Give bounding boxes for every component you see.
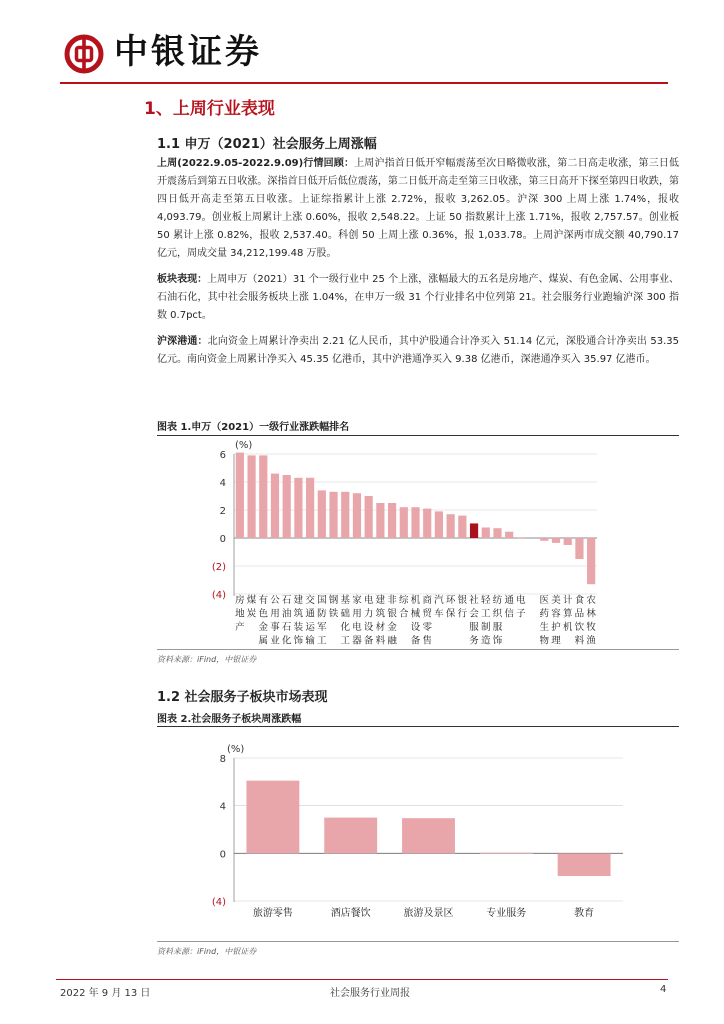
x-tick-label-char: 品: [574, 608, 585, 620]
x-tick-label-char: 务: [469, 635, 479, 647]
y-tick-label: 4: [219, 801, 226, 813]
x-tick-label-char: 房: [235, 595, 245, 606]
x-tick-label-char: 保: [445, 608, 456, 620]
x-tick-label-char: 有: [258, 595, 269, 606]
x-tick-label-char: 通: [504, 595, 514, 606]
paragraph-body: 上周沪指首日低开窄幅震荡至次日略微收涨，第二日高走收涨，第三日低开震荡后到第五日收涨。深指首日低开后低位震荡，第二日低开高走至第三日收涨，第三日高开下探至第四日收跌，第四日低开高走至第五日收涨。上证综指累计上涨 2.72%，报收 3,262.05。沪深 300 上周上涨 1.74%，报收 4,093.79。创业板上周累计上涨 0.60%，报收 2,548.22。上证 50 指数累计上涨 1.71%，报收 2,757.57。创业板 50 累计上涨 0.82%，报收 2,537.40。科创 50 上周上涨 0.36%，报 1,033.78。上周沪深两市成交额 40,790.17 亿元，周成交量 34,212,199.48 万股。: [157, 158, 679, 259]
y-tick-label: (2): [211, 562, 226, 573]
footer-date: 2022 年 9 月 13 日: [60, 988, 151, 999]
x-tick-label-char: 容: [551, 608, 561, 620]
paragraph-lead: 板块表现：: [157, 274, 208, 285]
x-tick-label-char: 贸: [422, 608, 432, 620]
x-tick-label-char: 电: [363, 595, 374, 606]
x-tick-label-char: 机: [410, 595, 421, 606]
x-tick-label-char: 交: [305, 595, 315, 606]
x-tick-label-char: 公: [270, 595, 280, 606]
bar-食品饮料: [575, 538, 583, 559]
x-tick-label-char: 化: [281, 635, 292, 647]
footer-rule: [56, 979, 668, 980]
x-tick-label-char: 银: [457, 595, 468, 606]
x-tick-label-char: 售: [422, 635, 432, 647]
y-tick-label: (4): [211, 590, 226, 601]
x-tick-label-char: 金: [258, 622, 269, 633]
bar-计算机: [564, 538, 572, 545]
x-tick-label-char: 护: [551, 622, 561, 633]
x-tick-label-char: 汽: [434, 595, 444, 606]
x-tick-label-char: 业: [270, 635, 280, 647]
x-tick-label-char: 医: [539, 595, 550, 606]
bar-电力设备: [365, 496, 373, 538]
bar-石油石化: [283, 475, 291, 538]
x-tick-label-char: 饮: [574, 622, 585, 633]
y-tick-label: 4: [219, 478, 226, 489]
y-tick-label: 0: [219, 534, 226, 545]
x-tick-label-char: 油: [281, 608, 292, 620]
brand-name: 中银证券: [114, 32, 262, 72]
bar-社会服务: [470, 523, 478, 538]
x-tick-label-char: 事: [270, 622, 280, 633]
x-tick-label-char: 料: [574, 635, 585, 647]
x-tick-label-char: 纺: [492, 595, 503, 606]
bar-银行: [458, 516, 466, 538]
x-tick-label-char: 电: [516, 595, 526, 606]
paragraph-market-review: [157, 155, 679, 263]
x-tick-label-char: 工: [481, 608, 491, 620]
y-tick-label: 6: [219, 450, 226, 461]
bar-纺织服饰: [493, 528, 501, 538]
x-tick-label-char: 化: [340, 622, 350, 633]
y-tick-label: (4): [211, 897, 226, 908]
x-tick-label: 教育: [574, 908, 595, 919]
header-rule: [60, 82, 668, 84]
chart-subsector-returns: [157, 727, 679, 935]
x-tick-label-char: 合: [399, 608, 409, 620]
subsection-title-1: 1.1 申万（2021）社会服务上周涨幅: [157, 137, 377, 152]
x-tick-label-char: 用: [270, 608, 280, 620]
x-tick-label-char: 林: [586, 608, 596, 620]
bar-医药生物: [540, 538, 548, 541]
bar-教育: [558, 853, 611, 876]
figure-1-title: 图表 1.申万（2021）一级行业涨跌幅排名: [157, 422, 350, 433]
bar-有色金属: [259, 455, 267, 538]
paragraph-lead: 沪深港通：: [157, 336, 208, 347]
bar-综合: [400, 507, 408, 538]
bar-钢铁: [329, 492, 337, 538]
x-tick-label-char: 会: [469, 608, 479, 620]
x-tick-label: 旅游及景区: [403, 908, 454, 919]
x-tick-label-char: 设: [363, 622, 374, 633]
x-tick-label-char: 钢: [328, 595, 339, 606]
x-tick-label-char: 炭: [246, 608, 257, 620]
x-tick-label-char: 牧: [586, 622, 596, 633]
x-tick-label-char: 备: [410, 635, 421, 647]
x-tick-label-char: 机: [562, 622, 573, 633]
figure-2-source: 资料来源：iFind，中银证券: [157, 947, 257, 956]
bar-轻工制造: [482, 528, 490, 539]
x-tick-label-char: 运: [305, 622, 315, 633]
bar-家用电器: [353, 493, 361, 538]
x-tick-label-char: 零: [422, 622, 432, 633]
bar-交通运输: [306, 478, 314, 538]
x-tick-label-char: 础: [340, 608, 350, 620]
x-tick-label-char: 美: [551, 595, 561, 606]
x-tick-label-char: 石: [281, 622, 292, 633]
chart-industry-ranking: [157, 436, 679, 648]
x-tick-label-char: 地: [235, 608, 245, 620]
bar-基础化工: [341, 492, 349, 538]
x-tick-label-char: 工: [340, 635, 350, 647]
x-tick-label-char: 制: [481, 622, 491, 633]
x-tick-label-char: 物: [539, 635, 550, 647]
x-tick-label-char: 铁: [328, 608, 339, 620]
x-tick-label-char: 设: [410, 622, 421, 633]
bar-公用事业: [271, 474, 279, 538]
x-tick-label-char: 社: [469, 595, 479, 606]
x-tick-label-char: 非: [387, 595, 397, 606]
y-axis-unit-label: (%): [235, 440, 253, 451]
bar-汽车: [435, 511, 443, 538]
section-title: 1、上周行业表现: [144, 99, 275, 119]
x-tick-label-char: 计: [562, 595, 573, 606]
x-tick-label-char: 输: [305, 635, 315, 647]
x-tick-label-char: 产: [235, 622, 245, 633]
paragraph-lead: 上周(2022.9.05-2022.9.09)行情回顾：: [157, 158, 355, 169]
x-tick-label-char: 国: [317, 595, 327, 606]
x-tick-label-char: 信: [504, 608, 514, 620]
x-tick-label-char: 通: [305, 608, 315, 620]
x-tick-label-char: 子: [516, 608, 526, 620]
x-tick-label-char: 服: [492, 622, 503, 633]
x-tick-label-char: 筑: [293, 608, 304, 620]
x-tick-label-char: 建: [293, 595, 304, 606]
paragraph-body: 北向资金上周累计净卖出 2.21 亿人民币，其中沪股通合计净买入 51.14 亿元，深股通合计净卖出 53.35 亿元。南向资金上周累计净买入 45.35 亿港币，其中沪港通净买入 9.38 亿港币，深港通净买入 35.97 亿港币。: [157, 336, 679, 365]
x-tick-label-char: 装: [293, 622, 304, 633]
figure-1-bottom-rule: [157, 649, 679, 650]
x-tick-label-char: 石: [281, 595, 292, 606]
x-tick-label-char: 生: [539, 622, 550, 633]
x-tick-label: 酒店餐饮: [330, 908, 371, 919]
x-tick-label-char: 电: [352, 622, 362, 633]
x-tick-label-char: 煤: [246, 595, 257, 606]
bar-机械设备: [411, 507, 419, 538]
bar-旅游及景区: [402, 818, 455, 853]
figure-2-title: 图表 2.社会服务子板块周涨跌幅: [157, 714, 302, 725]
bar-房地产: [236, 453, 244, 538]
x-tick-label-char: 防: [317, 608, 327, 620]
x-tick-label-char: 环: [445, 595, 456, 606]
bar-农林牧渔: [587, 538, 595, 584]
bar-建筑材料: [376, 503, 384, 538]
x-tick-label-char: 力: [363, 608, 374, 620]
x-tick-label-char: 织: [492, 608, 503, 620]
figure-2-bottom-rule: [157, 941, 679, 942]
x-tick-label-char: 车: [434, 608, 444, 620]
x-tick-label-char: 工: [317, 635, 327, 647]
x-tick-label-char: 备: [363, 635, 374, 647]
x-tick-label-char: 综: [399, 595, 409, 606]
footer-page-number: 4: [660, 984, 667, 995]
x-tick-label-char: 造: [481, 635, 491, 647]
bar-非银金融: [388, 503, 396, 538]
x-tick-label-char: 家: [352, 595, 362, 606]
x-tick-label-char: 器: [352, 635, 362, 647]
bar-通信: [505, 532, 513, 538]
x-tick-label: 专业服务: [486, 908, 527, 919]
x-tick-label-char: 轻: [481, 595, 491, 606]
subsection-title-2: 1.2 社会服务子板块市场表现: [157, 690, 328, 705]
x-tick-label: 旅游零售: [252, 908, 293, 919]
x-tick-label-char: 渔: [586, 635, 596, 647]
x-tick-label-char: 银: [387, 608, 397, 620]
x-tick-label-char: 农: [586, 595, 596, 606]
x-tick-label-char: 理: [551, 635, 561, 647]
paragraph-connect: [157, 333, 679, 369]
bar-国防军工: [318, 490, 326, 538]
boc-logo-icon: [64, 34, 104, 74]
paragraph-body: 上周申万（2021）31 个一级行业中 25 个上涨，涨幅最大的五名是房地产、煤炭、有色金属、公用事业、石油石化，其中社会服务板块上涨 1.04%，在申万一级 31 个行业排名中位列第 21。社会服务行业跑输沪深 300 指数 0.7pct。: [157, 274, 680, 321]
bar-建筑装饰: [294, 478, 302, 538]
x-tick-label-char: 筑: [375, 608, 386, 620]
bar-专业服务: [480, 853, 533, 854]
x-tick-label-char: 行: [457, 608, 468, 620]
x-tick-label-char: 金: [387, 622, 397, 633]
y-tick-label: 0: [219, 849, 226, 861]
bar-电子: [517, 537, 525, 538]
x-tick-label-char: 药: [539, 608, 550, 620]
x-tick-label-char: 食: [574, 595, 585, 606]
x-tick-label-char: 饰: [492, 635, 503, 647]
bar-酒店餐饮: [324, 818, 377, 854]
x-tick-label-char: 服: [469, 622, 479, 633]
paragraph-sector: [157, 271, 679, 325]
x-tick-label-char: 色: [258, 608, 269, 620]
y-tick-label: 8: [219, 754, 226, 765]
x-tick-label-char: 饰: [293, 635, 304, 647]
x-tick-label-char: 融: [387, 635, 397, 647]
figure-1-source: 资料来源：iFind，中银证券: [157, 655, 257, 664]
bar-商贸零售: [423, 509, 431, 538]
y-tick-label: 2: [219, 506, 226, 517]
y-axis-unit-label: (%): [227, 744, 245, 755]
x-tick-label-char: 械: [410, 608, 421, 620]
x-tick-label-char: 建: [375, 595, 386, 606]
bar-煤炭: [247, 455, 255, 538]
footer-report-name: 社会服务行业周报: [330, 988, 410, 999]
x-tick-label-char: 商: [422, 595, 432, 606]
x-tick-label-char: 用: [352, 608, 362, 620]
x-tick-label-char: 军: [317, 622, 327, 633]
x-tick-label-char: 算: [562, 608, 573, 620]
bar-旅游零售: [246, 781, 299, 854]
x-tick-label-char: 材: [375, 622, 386, 633]
x-tick-label-char: 基: [340, 595, 350, 606]
x-tick-label-char: 料: [375, 635, 386, 647]
x-tick-label-char: 属: [258, 635, 269, 647]
bar-美容护理: [552, 538, 560, 543]
bar-环保: [447, 514, 455, 538]
